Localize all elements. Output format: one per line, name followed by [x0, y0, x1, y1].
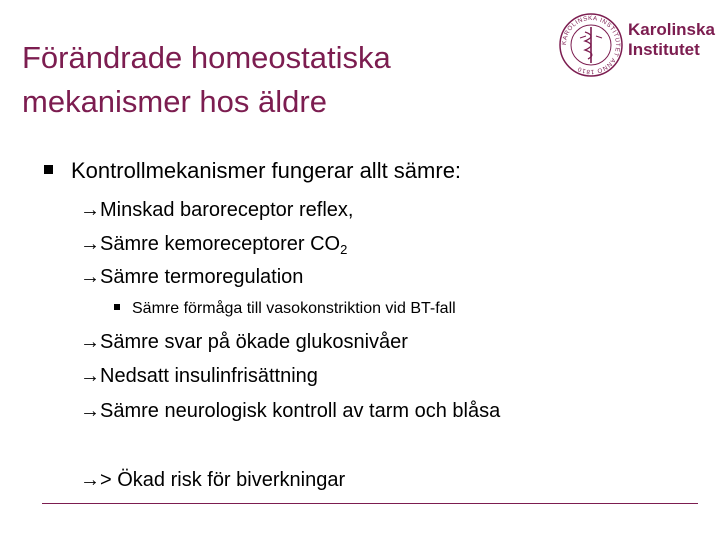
- main-bullet-text: Kontrollmekanismer fungerar allt sämre:: [71, 158, 462, 183]
- list-item-text: Minskad baroreceptor reflex,: [100, 199, 354, 221]
- list-item: [80, 397, 500, 425]
- list-item-text: Sämre kemoreceptorer CO: [100, 233, 341, 255]
- subscript: 2: [340, 242, 348, 257]
- list-item: [80, 362, 318, 390]
- karolinska-logo: [558, 12, 715, 78]
- list-item-text: Nedsatt insulinfrisättning: [100, 365, 318, 387]
- list-item: [80, 196, 353, 224]
- arrow-right-icon: →: [80, 469, 100, 491]
- seal-icon: [558, 12, 624, 78]
- list-item: [80, 466, 345, 494]
- list-item: [80, 263, 303, 291]
- arrow-right-icon: →: [80, 199, 100, 221]
- square-bullet-icon: [44, 165, 53, 174]
- square-bullet-icon: [114, 304, 120, 310]
- list-item-text: > Ökad risk för biverkningar: [100, 469, 346, 491]
- slide-title: [22, 36, 542, 124]
- sub-bullet: [114, 298, 456, 320]
- list-item-text: Sämre neurologisk kontroll av tarm och blåsa: [100, 400, 501, 422]
- logo-name-line-1: Karolinska: [628, 20, 715, 39]
- seal-text: KAROLINSKA INSTITUTET ANNO 1810: [560, 14, 622, 76]
- logo-wordmark: [628, 20, 715, 60]
- list-item-text: Sämre termoregulation: [100, 266, 304, 288]
- list-item-text: Sämre svar på ökade glukosnivåer: [100, 331, 408, 353]
- arrow-right-icon: →: [80, 233, 100, 255]
- list-item: [80, 328, 408, 356]
- title-line-1: Förändrade homeostatiska: [22, 40, 391, 75]
- arrow-right-icon: →: [80, 400, 100, 422]
- arrow-right-icon: →: [80, 331, 100, 353]
- sub-bullet-text: Sämre förmåga till vasokonstriktion vid BT-fall: [132, 300, 456, 317]
- arrow-right-icon: →: [80, 365, 100, 387]
- arrow-right-icon: →: [80, 266, 100, 288]
- main-bullet: [44, 156, 461, 186]
- footer-divider: [42, 503, 698, 504]
- list-item: [80, 230, 347, 258]
- logo-name-line-2: Institutet: [628, 40, 700, 59]
- title-line-2: mekanismer hos äldre: [22, 84, 327, 119]
